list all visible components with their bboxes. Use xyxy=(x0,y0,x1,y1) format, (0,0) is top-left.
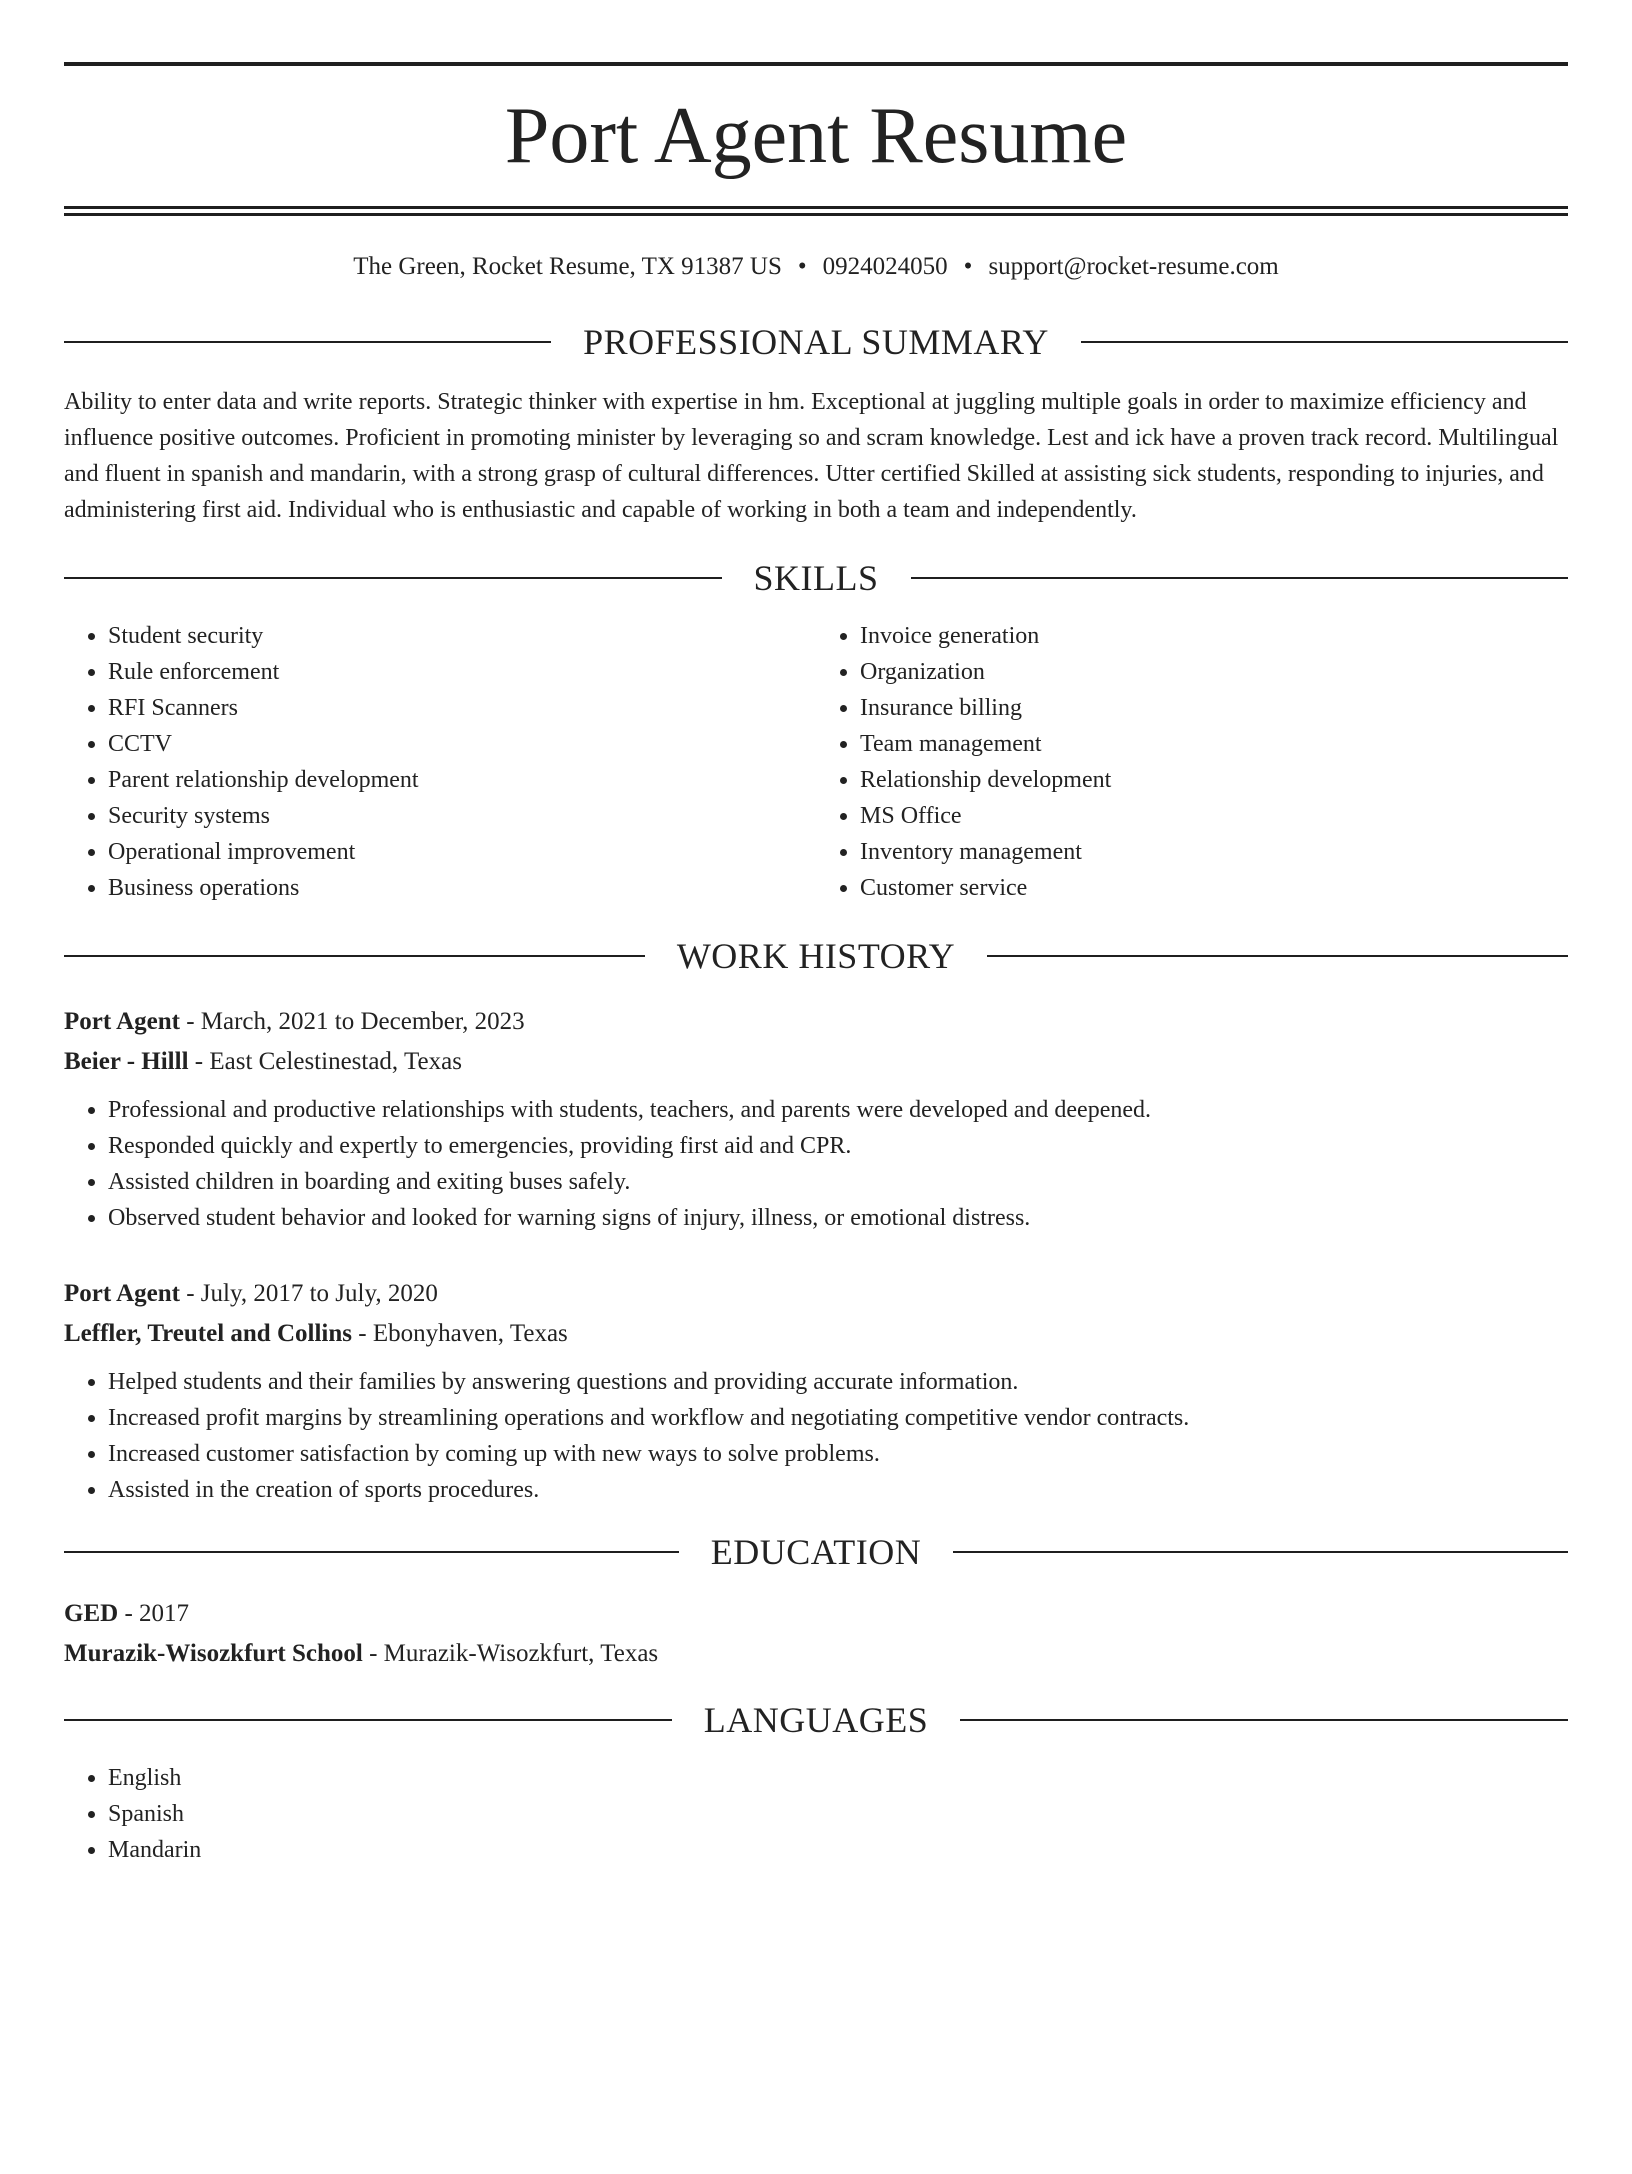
skill-item: • Business operations xyxy=(108,870,816,906)
skill-item: • Organization xyxy=(860,654,1568,690)
heading-rule-left xyxy=(64,341,551,343)
skill-item: • Operational improvement xyxy=(108,834,816,870)
skill-item: • Insurance billing xyxy=(860,690,1568,726)
job-dates: March, 2021 to December, 2023 xyxy=(200,1008,525,1035)
language-item: • Spanish xyxy=(108,1796,1568,1832)
heading-rule-right xyxy=(953,1551,1568,1553)
skills-column-left xyxy=(64,618,816,906)
job-bullet: • Observed student behavior and looked for warning signs of injury, illness, or emotional distress. xyxy=(108,1200,1568,1236)
job-location: East Celestinestad, Texas xyxy=(209,1048,462,1075)
job-bullet: • Responded quickly and expertly to emergencies, providing first aid and CPR. xyxy=(108,1128,1568,1164)
job-bullet: • Assisted children in boarding and exiting buses safely. xyxy=(108,1164,1568,1200)
job-bullets xyxy=(64,1092,1568,1236)
skills-column-right xyxy=(816,618,1568,906)
summary-heading-label: PROFESSIONAL SUMMARY xyxy=(583,322,1049,362)
skill-item: • Parent relationship development xyxy=(108,762,816,798)
skill-item: • CCTV xyxy=(108,726,816,762)
skills-heading xyxy=(64,558,1568,598)
job-title: Port Agent xyxy=(64,1280,180,1307)
job-company: Beier - Hilll xyxy=(64,1048,189,1075)
job-entry xyxy=(64,1274,1568,1508)
job-bullet: • Increased customer satisfaction by coming up with new ways to solve problems. xyxy=(108,1436,1568,1472)
contact-address: The Green, Rocket Resume, TX 91387 US xyxy=(353,253,782,280)
job-bullet: • Professional and productive relationships with students, teachers, and parents were developed and deepened. xyxy=(108,1092,1568,1128)
job-company-line: Beier - Hilll - East Celestinestad, Texas xyxy=(64,1048,462,1075)
job-entry xyxy=(64,1002,1568,1236)
heading-rule-left xyxy=(64,955,645,957)
contact-separator: • xyxy=(797,253,807,280)
heading-rule-left xyxy=(64,1551,679,1553)
heading-rule-right xyxy=(960,1719,1568,1721)
job-bullet: • Increased profit margins by streamlining operations and workflow and negotiating competitive vendor contracts. xyxy=(108,1400,1568,1436)
work-heading xyxy=(64,936,1568,976)
heading-rule-left xyxy=(64,1719,672,1721)
languages-list xyxy=(64,1760,1568,1868)
skill-item: • Invoice generation xyxy=(860,618,1568,654)
skills-list xyxy=(64,618,1568,906)
top-rule xyxy=(64,62,1568,66)
job-bullets xyxy=(64,1364,1568,1508)
skill-item: • Inventory management xyxy=(860,834,1568,870)
skill-item: • MS Office xyxy=(860,798,1568,834)
job-title-line: Port Agent - March, 2021 to December, 2023 xyxy=(64,1008,525,1035)
job-location: Ebonyhaven, Texas xyxy=(372,1320,568,1347)
education-degree: GED xyxy=(64,1600,119,1627)
skill-item: • RFI Scanners xyxy=(108,690,816,726)
heading-rule-right xyxy=(1081,341,1568,343)
language-item: • English xyxy=(108,1760,1568,1796)
education-school-line: Murazik-Wisozkfurt School - Murazik-Wisozkfurt, Texas xyxy=(64,1640,659,1667)
language-item: • Mandarin xyxy=(108,1832,1568,1868)
education-school: Murazik-Wisozkfurt School xyxy=(64,1640,363,1667)
skill-item: • Team management xyxy=(860,726,1568,762)
job-company: Leffler, Treutel and Collins xyxy=(64,1320,352,1347)
skill-item: • Rule enforcement xyxy=(108,654,816,690)
resume-page xyxy=(0,62,1632,2174)
education-entry xyxy=(64,1594,1568,1674)
contact-line xyxy=(64,252,1568,282)
education-year: 2017 xyxy=(139,1600,190,1627)
contact-phone: 0924024050 xyxy=(822,253,948,280)
education-location: Murazik-Wisozkfurt, Texas xyxy=(383,1640,659,1667)
heading-rule-left xyxy=(64,577,722,579)
skill-item: • Relationship development xyxy=(860,762,1568,798)
job-title: Port Agent xyxy=(64,1008,180,1035)
job-bullet: • Assisted in the creation of sports procedures. xyxy=(108,1472,1568,1508)
summary-heading xyxy=(64,322,1568,362)
skill-item: • Student security xyxy=(108,618,816,654)
job-title-line: Port Agent - July, 2017 to July, 2020 xyxy=(64,1280,438,1307)
languages-heading xyxy=(64,1700,1568,1740)
education-heading xyxy=(64,1532,1568,1572)
skills-heading-label: SKILLS xyxy=(753,558,879,598)
summary-text: Ability to enter data and write reports. Strategic thinker with expertise in hm. Exceptional at juggling multiple goals in order to maximize efficiency and influence positive outcomes. Proficient in promoting minister by leveraging so and scram knowledge. Lest and ick have a proven track record. Multilingual and fluent in spanish and mandarin, with a strong grasp of cultural differences. Utter certified Skilled at assisting sick students, responding to injuries, and administering first aid. Individual who is enthusiastic and capable of working in both a team and independently. xyxy=(64,389,1559,523)
contact-email: support@rocket-resume.com xyxy=(988,253,1279,280)
job-bullet: • Helped students and their families by answering questions and providing accurate information. xyxy=(108,1364,1568,1400)
education-heading-label: EDUCATION xyxy=(710,1532,922,1572)
work-heading-label: WORK HISTORY xyxy=(676,936,956,976)
languages-heading-label: LANGUAGES xyxy=(703,1700,929,1740)
title-double-rule xyxy=(64,206,1568,216)
skill-item: • Customer service xyxy=(860,870,1568,906)
skill-item: • Security systems xyxy=(108,798,816,834)
contact-separator: • xyxy=(963,253,973,280)
education-degree-line: GED - 2017 xyxy=(64,1600,190,1627)
page-title: Port Agent Resume xyxy=(504,92,1128,180)
heading-rule-right xyxy=(911,577,1569,579)
job-dates: July, 2017 to July, 2020 xyxy=(200,1280,438,1307)
heading-rule-right xyxy=(987,955,1568,957)
job-company-line: Leffler, Treutel and Collins - Ebonyhaven, Texas xyxy=(64,1320,568,1347)
